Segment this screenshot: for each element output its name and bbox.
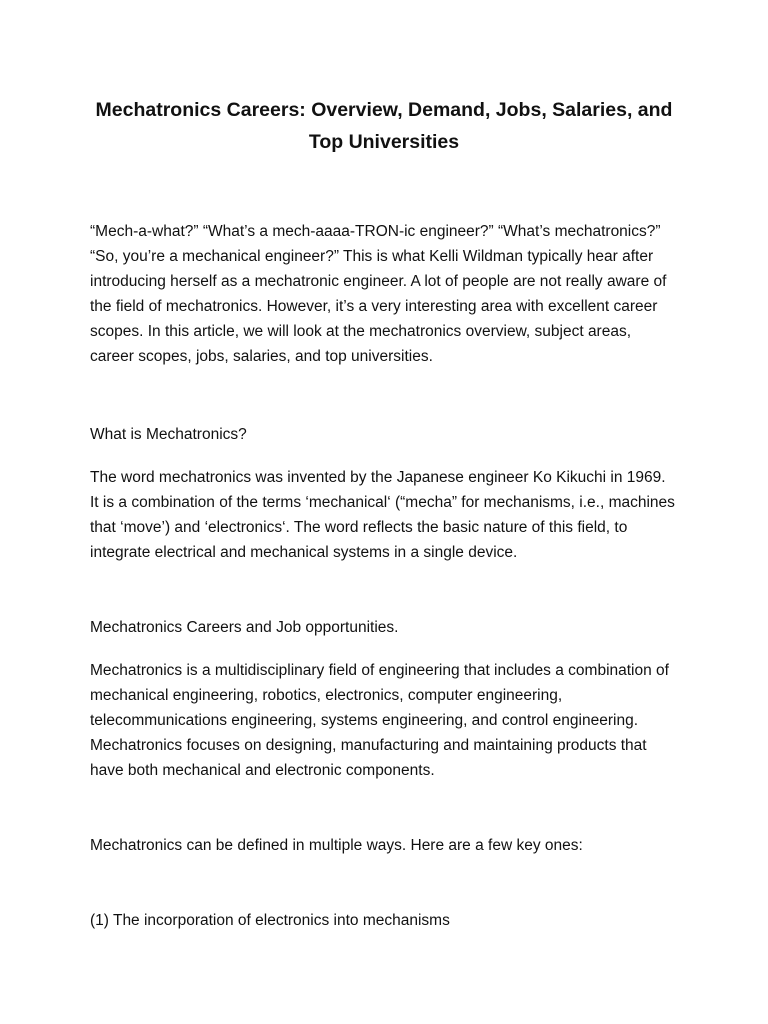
title-line-1: Mechatronics Careers: Overview, Demand, Jobs, Salaries, and xyxy=(95,99,673,121)
section-heading-what-is-mechatronics: What is Mechatronics? xyxy=(90,426,247,443)
definition-list-item: (1) The incorporation of electronics into mechanisms xyxy=(90,912,450,929)
paragraph-multidisciplinary: Mechatronics is a multidisciplinary field of engineering that includes a combination of mechanical engineering, robotics, electronics, computer engineering, telecommunications engineering, systems engineering, and control engineering. Mechatronics focuses on designing, manufacturing and maintaining products that have both mechanical and electronic components. xyxy=(90,662,669,779)
paragraph-definitions-intro: Mechatronics can be defined in multiple ways. Here are a few key ones: xyxy=(90,837,583,854)
title-line-2: Top Universities xyxy=(308,131,460,153)
intro-paragraph: “Mech-a-what?” “What’s a mech-aaaa-TRON-ic engineer?” “What’s mechatronics?” “So, you’re a mechanical engineer?” This is what Kelli Wildman typically hear after introducing herself as a mechatronic engineer. A lot of people are not really aware of the field of mechatronics. However, it’s a very interesting area with excellent career scopes. In this article, we will look at the mechatronics overview, subject areas, career scopes, jobs, salaries, and top universities. xyxy=(90,223,667,365)
paragraph-word-origin: The word mechatronics was invented by the Japanese engineer Ko Kikuchi in 1969. It is a combination of the terms ‘mechanical‘ (“mecha” for mechanisms, i.e., machines that ‘move’) and ‘electronics‘. The word reflects the basic nature of this field, to integrate electrical and mechanical systems in a single device. xyxy=(90,469,675,561)
document-title xyxy=(90,0,678,158)
section-heading-careers: Mechatronics Careers and Job opportunities. xyxy=(90,619,399,636)
